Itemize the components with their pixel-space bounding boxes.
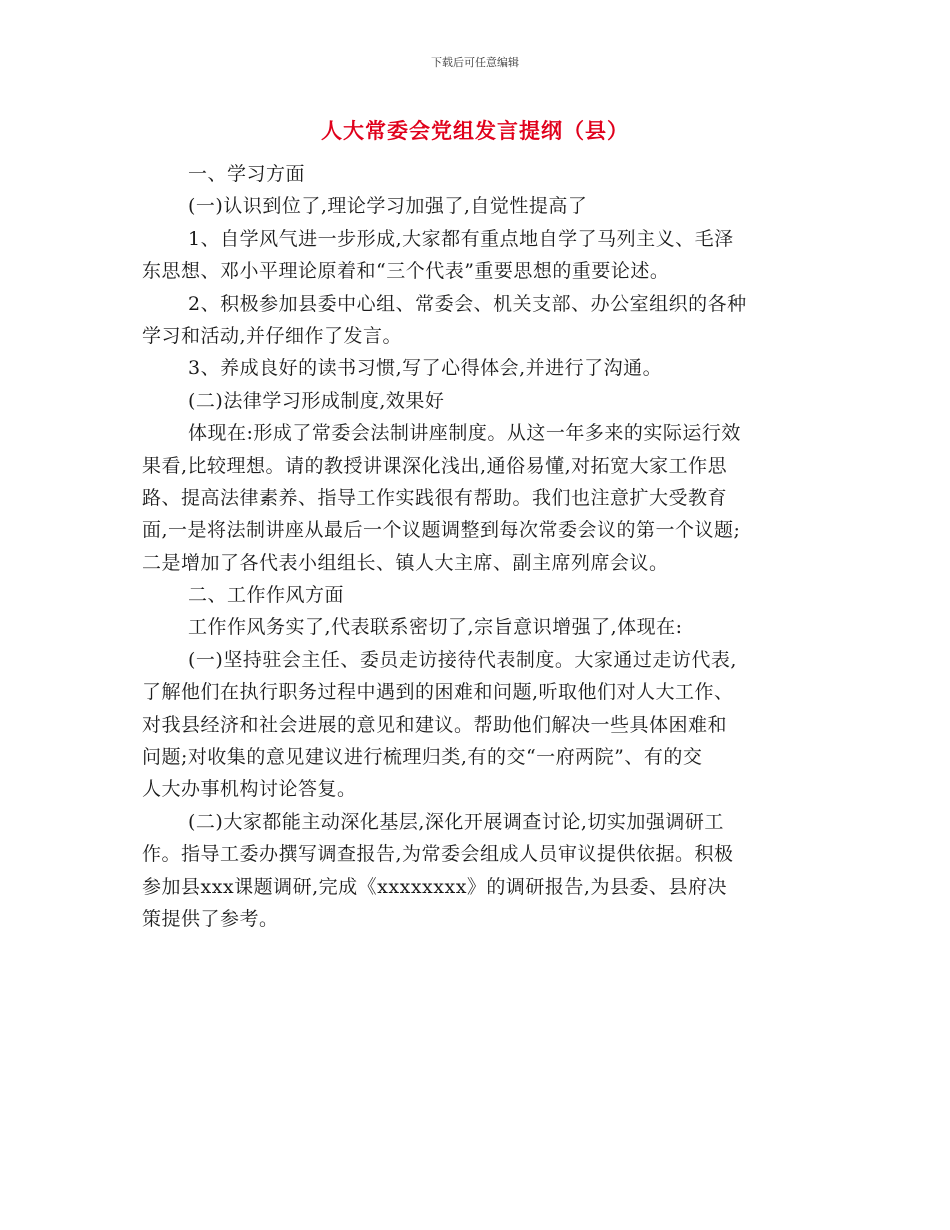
paragraph-line: 策提供了参考。 xyxy=(142,907,279,930)
paragraph-line: 人大办事机构讨论答复。 xyxy=(142,778,357,801)
section-heading: 二、工作作风方面 xyxy=(188,584,345,607)
paragraph-line: (二)大家都能主动深化基层,深化开展调查讨论,切实加强调研工 xyxy=(188,810,724,833)
paragraph-line: 1、自学风气进一步形成,大家都有重点地自学了马列主义、毛泽 xyxy=(188,227,734,250)
paragraph-line: 学习和活动,并仔细作了发言。 xyxy=(142,324,403,347)
paragraph-line: 作。指导工委办撰写调查报告,为常委会组成人员审议提供依据。积极 xyxy=(142,843,734,866)
section-heading: 一、学习方面 xyxy=(188,163,306,185)
paragraph-line: 体现在:形成了常委会法制讲座制度。从这一年多来的实际运行效 xyxy=(188,422,741,445)
paragraph-line: 工作作风务实了,代表联系密切了,宗旨意识增强了,体现在: xyxy=(188,616,683,639)
paragraph-line: 了解他们在执行职务过程中遇到的困难和问题,听取他们对人大工作、 xyxy=(142,681,734,704)
header-note: 下载后可任意编辑 xyxy=(431,56,519,69)
paragraph-line: 对我县经济和社会进展的意见和建议。帮助他们解决一些具体困难和 xyxy=(142,713,728,736)
paragraph-line: 果看,比较理想。请的教授讲课深化浅出,通俗易懂,对拓宽大家工作思 xyxy=(142,454,728,477)
paragraph-line: 问题;对收集的意见建议进行梳理归类,有的交“一府两院”、有的交 xyxy=(142,746,703,769)
subsection-heading: (二)法律学习形成制度,效果好 xyxy=(188,389,445,412)
paragraph-line: 二是增加了各代表小组组长、镇人大主席、副主席列席会议。 xyxy=(142,551,669,574)
paragraph-line: 2、积极参加县委中心组、常委会、机关支部、办公室组织的各种 xyxy=(188,292,747,315)
paragraph-line: (一)坚持驻会主任、委员走访接待代表制度。大家通过走访代表, xyxy=(188,648,737,671)
paragraph-line: 3、养成良好的读书习惯,写了心得体会,并进行了沟通。 xyxy=(188,357,663,380)
paragraph-line: 东思想、邓小平理论原着和“三个代表”重要思想的重要论述。 xyxy=(142,260,670,283)
subsection-heading: (一)认识到位了,理论学习加强了,自觉性提高了 xyxy=(188,195,588,218)
document-body xyxy=(142,158,814,935)
paragraph-line: 路、提高法律素养、指导工作实践很有帮助。我们也注意扩大受教育 xyxy=(142,486,728,509)
document-title: 人大常委会党组发言提纲（县） xyxy=(321,118,629,143)
paragraph-line: 参加县xxx课题调研,完成《xxxxxxxx》的调研报告,为县委、县府决 xyxy=(142,875,727,898)
paragraph-line: 面,一是将法制讲座从最后一个议题调整到每次常委会议的第一个议题; xyxy=(142,519,741,542)
